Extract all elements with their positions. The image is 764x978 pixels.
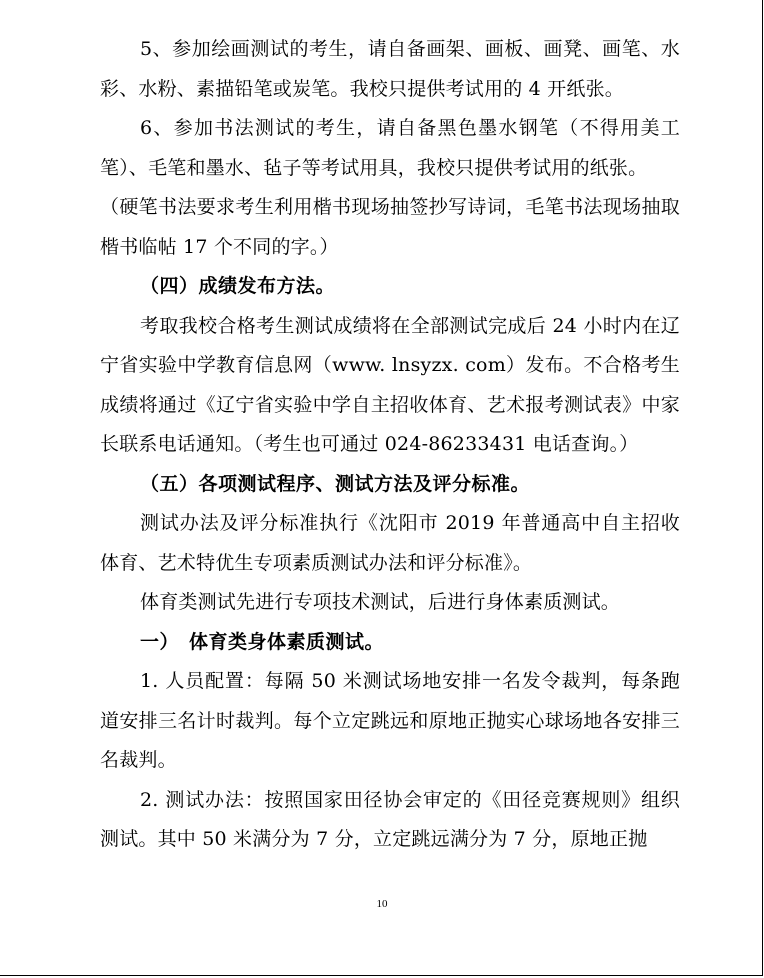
paragraph-test-order: 体育类测试先进行专项技术测试，后进行身体素质测试。 xyxy=(140,591,621,613)
document-body xyxy=(100,30,680,860)
paragraph-scoring-standard: 测试办法及评分标准执行《沈阳市 2019 年普通高中自主招收体育、艺术特优生专项素质测试办法和评分标准》。 xyxy=(100,512,680,574)
subsection-heading-physical-fitness: 一） 体育类身体素质测试。 xyxy=(140,630,385,653)
paragraph-calligraphy-note: （硬笔书法要求考生利用楷书现场抽签抄写诗词，毛笔书法现场抽取楷书临帖 17 个不同的字。） xyxy=(100,196,680,258)
section-heading-procedures: （五）各项测试程序、测试方法及评分标准。 xyxy=(140,472,531,495)
paragraph-staff-allocation: 1. 人员配置：每隔 50 米测试场地安排一名发令裁判，每条跑道安排三名计时裁判。每个立定跳远和原地正抛实心球场地各安排三名裁判。 xyxy=(100,670,680,771)
paragraph-drawing-supplies: 5、参加绘画测试的考生，请自备画架、画板、画凳、画笔、水彩、水粉、素描铅笔或炭笔。我校只提供考试用的 4 开纸张。 xyxy=(100,38,680,100)
page-number: 10 xyxy=(376,898,388,910)
paragraph-results-publication: 考取我校合格考生测试成绩将在全部测试完成后 24 小时内在辽宁省实验中学教育信息网（www. lnsyzx. com）发布。不合格考生成绩将通过《辽宁省实验中学自主招收体育、艺术报考测试表》中家长联系电话通知。（考生也可通过 024-86233431 电话查询。） xyxy=(100,314,680,455)
section-heading-results: （四）成绩发布方法。 xyxy=(140,275,336,297)
paragraph-test-method: 2. 测试办法：按照国家田径协会审定的《田径竞赛规则》组织测试。其中 50 米满分为 7 分，立定跳远满分为 7 分，原地正抛 xyxy=(100,788,680,850)
paragraph-calligraphy-supplies: 6、参加书法测试的考生，请自备黑色墨水钢笔（不得用美工笔）、毛笔和墨水、毡子等考试用具，我校只提供考试用的纸张。 xyxy=(100,117,680,179)
